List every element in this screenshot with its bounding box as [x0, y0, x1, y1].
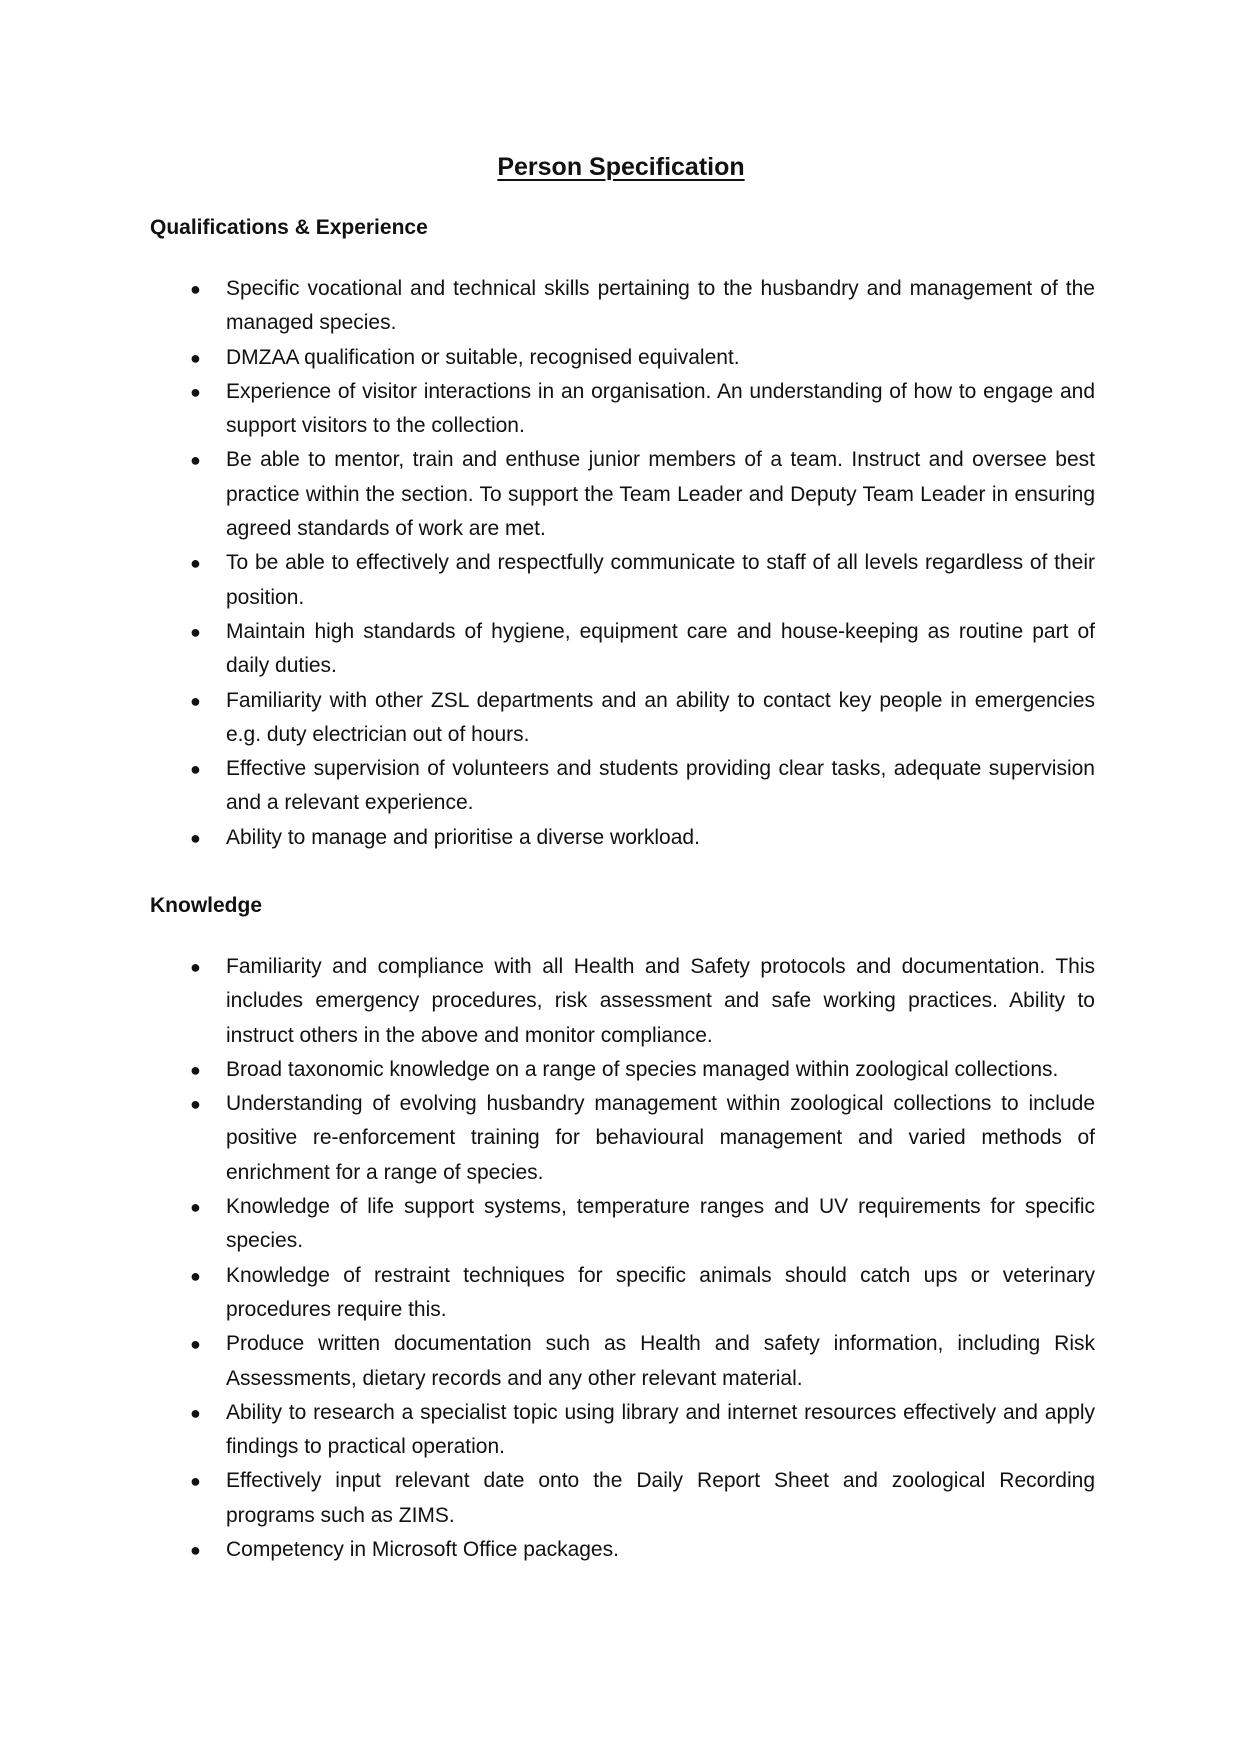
page-title: [0, 150, 1242, 184]
bullet-icon: ●: [190, 1094, 201, 1115]
list-item: [150, 1396, 1095, 1465]
list-item-text: Competency in Microsoft Office packages.: [226, 1538, 619, 1562]
list-item-text: Knowledge of life support systems, temperature ranges and UV requirements for specific species.: [226, 1195, 1095, 1253]
list-item-text: Effectively input relevant date onto the Daily Report Sheet and zoological Recording programs such as ZIMS.: [226, 1469, 1095, 1527]
qualifications-heading: Qualifications & Experience: [150, 216, 428, 239]
list-item: [150, 1327, 1095, 1396]
list-item: [150, 272, 1095, 341]
bullet-icon: ●: [190, 347, 201, 368]
bullet-icon: ●: [190, 450, 201, 471]
list-item-text: Maintain high standards of hygiene, equipment care and house-keeping as routine part of daily duties.: [226, 619, 1095, 678]
list-item: [150, 752, 1095, 821]
list-item-text: Ability to research a specialist topic using library and internet resources effectively and apply findings to practical operation.: [226, 1400, 1095, 1459]
list-item-text: Effective supervision of volunteers and students providing clear tasks, adequate supervision and a relevant experience.: [226, 757, 1095, 815]
list-item-text: Familiarity and compliance with all Health and Safety protocols and documentation. This includes emergency procedures, risk assessment and safe working practices. Ability to instruct others in the above and monitor compliance.: [226, 955, 1095, 1047]
list-item: [150, 684, 1095, 753]
page-title-text: Person Specification: [497, 153, 745, 181]
list-item-text: Experience of visitor interactions in an organisation. An understanding of how to engage and support visitors to the collection.: [226, 379, 1095, 438]
list-item-text: Knowledge of restraint techniques for specific animals should catch ups or veterinary procedures require this.: [226, 1263, 1095, 1321]
bullet-icon: ●: [190, 827, 201, 848]
qualifications-list: [150, 272, 1095, 855]
list-item: [150, 1464, 1095, 1533]
bullet-icon: ●: [190, 690, 201, 711]
bullet-icon: ●: [190, 1402, 201, 1423]
bullet-icon: ●: [190, 1265, 201, 1286]
list-item: [150, 1259, 1095, 1328]
bullet-icon: ●: [190, 759, 201, 780]
list-item: [150, 615, 1095, 684]
list-item: [150, 1053, 1095, 1087]
list-item: [150, 1190, 1095, 1259]
list-item: [150, 375, 1095, 444]
bullet-icon: ●: [190, 1334, 201, 1355]
knowledge-list: [150, 950, 1095, 1567]
bullet-icon: ●: [190, 957, 201, 977]
list-item-text: Ability to manage and prioritise a diverse workload.: [226, 825, 700, 849]
bullet-icon: ●: [190, 553, 201, 574]
list-item: [150, 821, 1095, 855]
knowledge-heading: Knowledge: [150, 894, 263, 917]
bullet-icon: ●: [190, 621, 201, 642]
list-item: [150, 546, 1095, 615]
list-item-text: Be able to mentor, train and enthuse junior members of a team. Instruct and oversee best practice within the section. To support the Team Leader and Deputy Team Leader in ensuring agreed standards of work are met.: [226, 448, 1095, 541]
list-item: [150, 341, 1095, 375]
list-item-text: Understanding of evolving husbandry management within zoological collections to include positive re-enforcement training for behavioural management and varied methods of enrichment for a range of species.: [226, 1092, 1095, 1184]
bullet-icon: ●: [190, 1059, 201, 1080]
list-item: [150, 1087, 1095, 1190]
bullet-icon: ●: [190, 1471, 201, 1492]
list-item: [150, 950, 1095, 1053]
list-item-text: To be able to effectively and respectfully communicate to staff of all levels regardless of their position.: [226, 551, 1095, 609]
list-item: [150, 443, 1095, 546]
bullet-icon: ●: [190, 1540, 201, 1561]
list-item-text: Broad taxonomic knowledge on a range of species managed within zoological collections.: [226, 1057, 1059, 1081]
bullet-icon: ●: [190, 381, 201, 402]
list-item-text: DMZAA qualification or suitable, recognised equivalent.: [226, 345, 740, 369]
list-item-text: Produce written documentation such as Health and safety information, including Risk Assessments, dietary records and any other relevant material.: [226, 1332, 1095, 1390]
bullet-icon: ●: [190, 279, 201, 299]
list-item-text: Specific vocational and technical skills pertaining to the husbandry and management of the managed species.: [226, 277, 1095, 335]
bullet-icon: ●: [190, 1197, 201, 1218]
list-item: [150, 1533, 1095, 1567]
list-item-text: Familiarity with other ZSL departments and an ability to contact key people in emergencies e.g. duty electrician out of hours.: [226, 688, 1095, 746]
